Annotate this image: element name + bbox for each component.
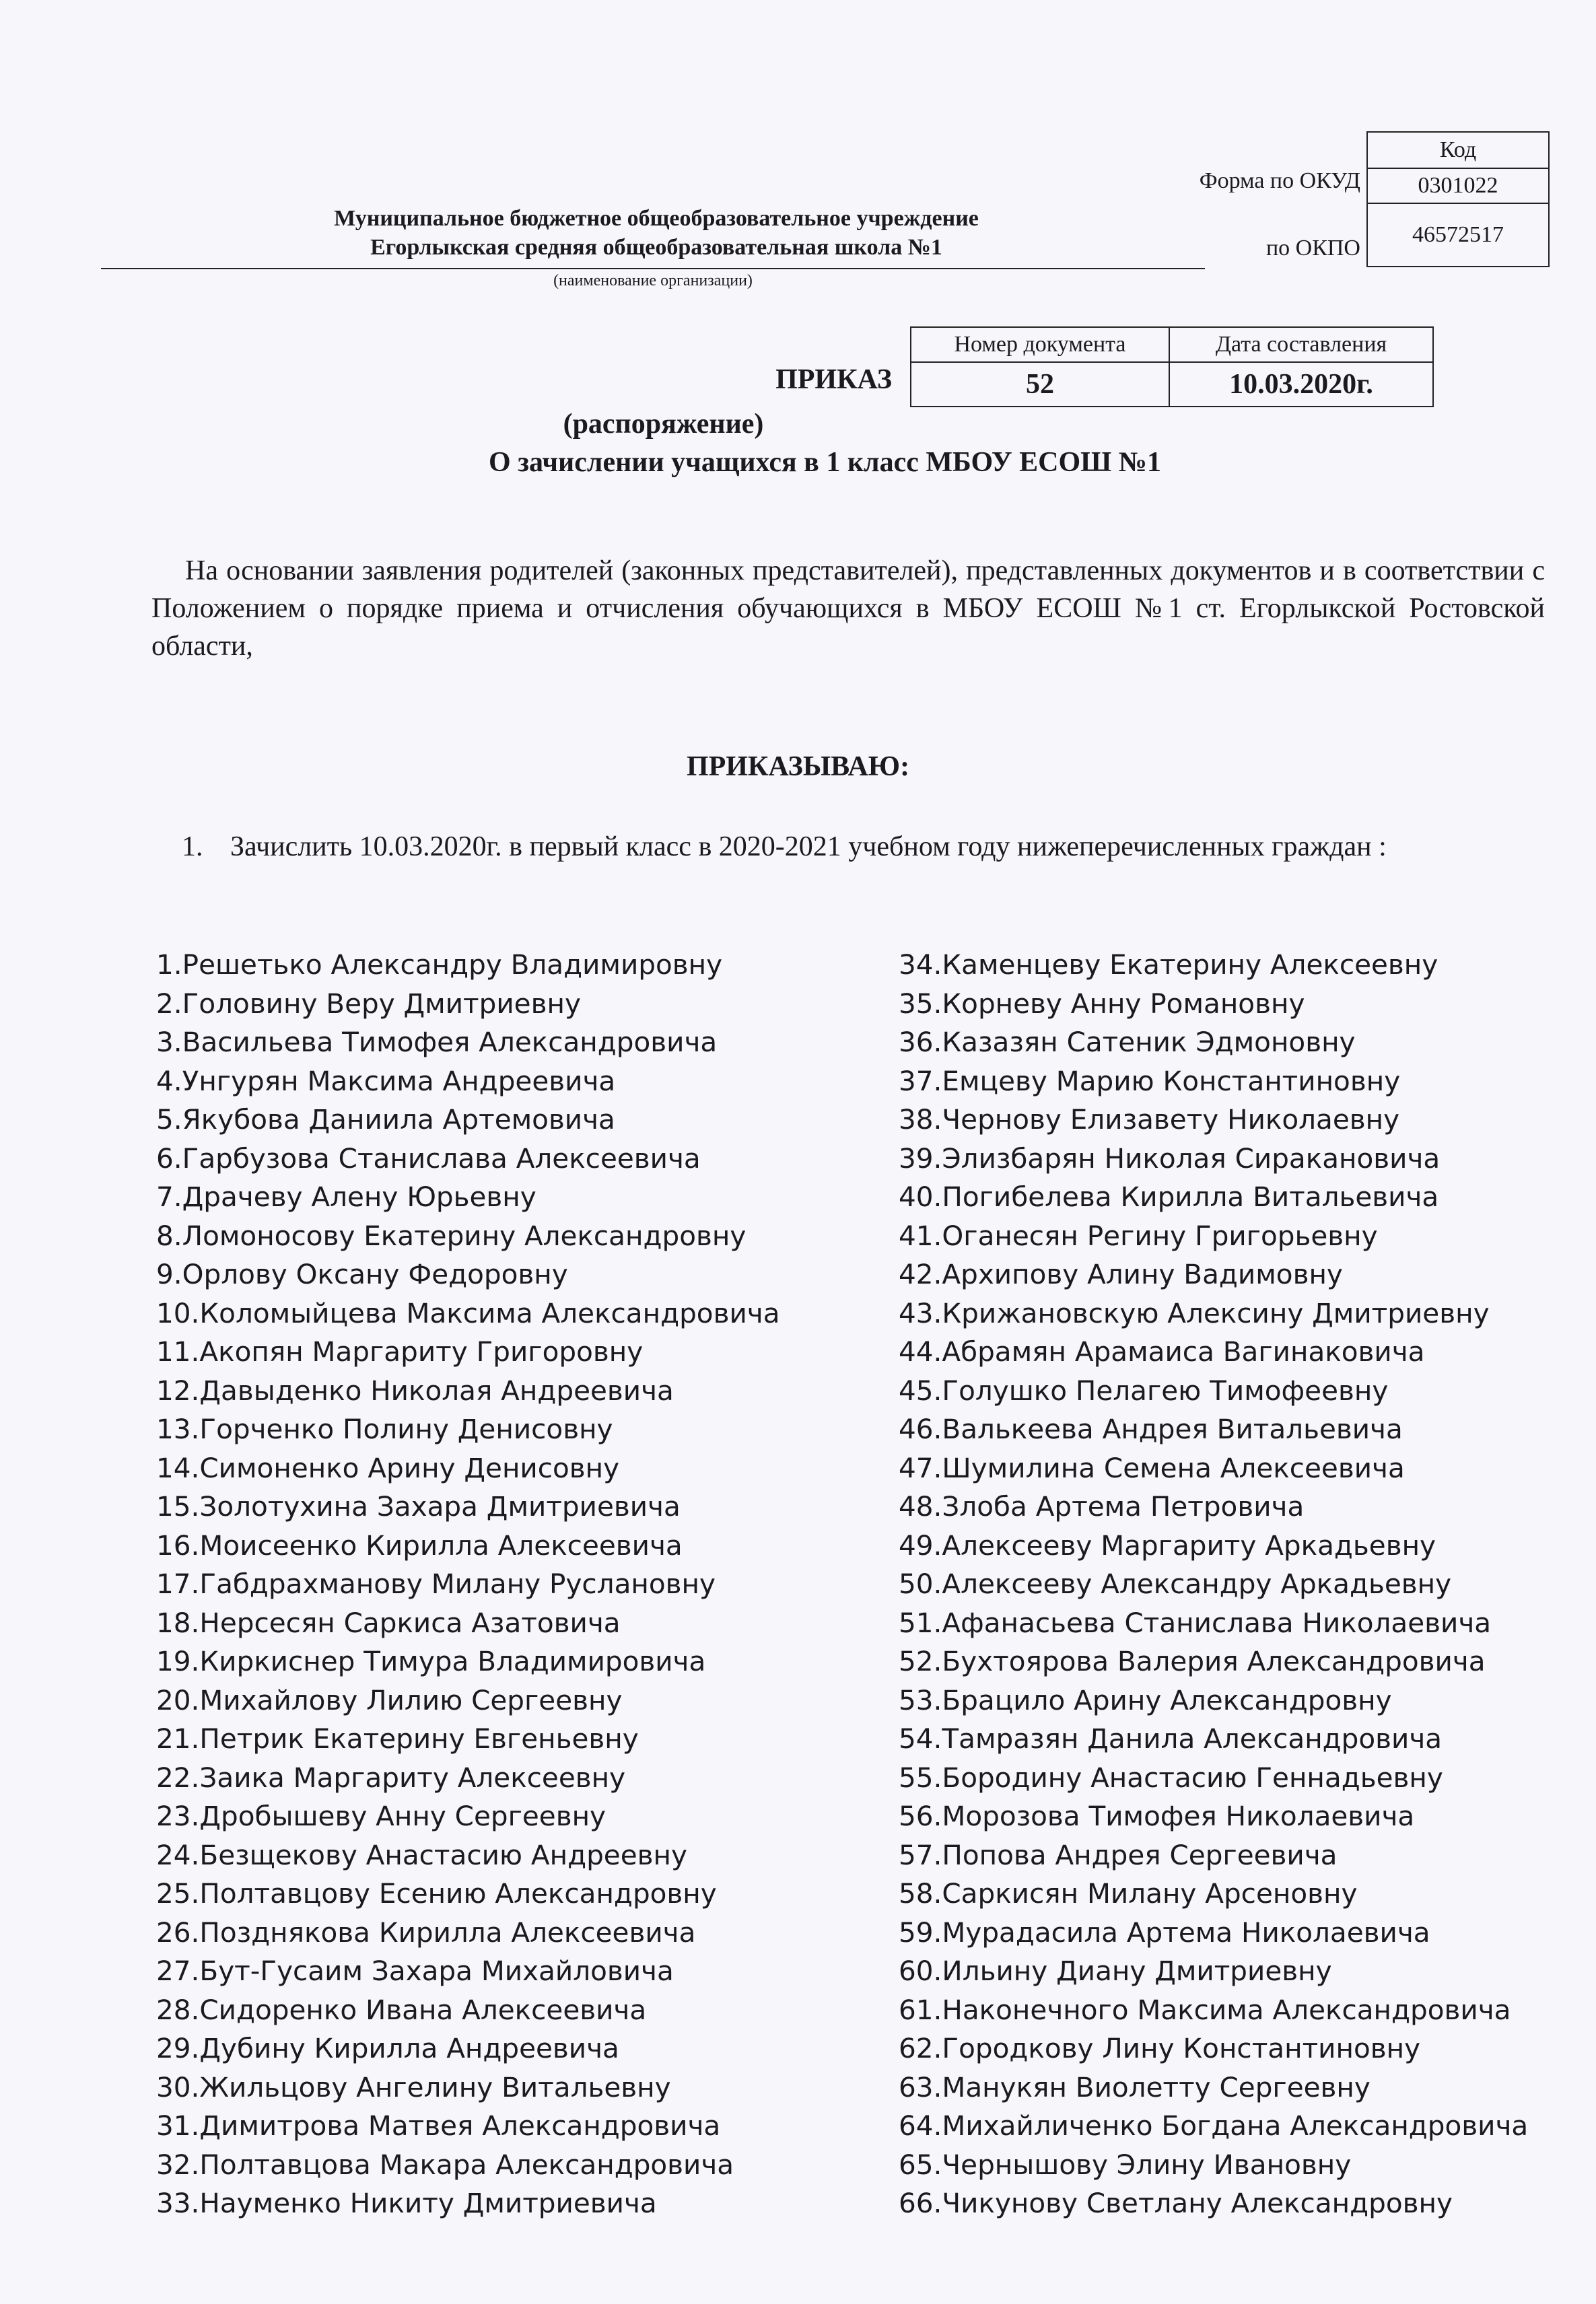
student-list-item: 31.Димитрова Матвея Александровича — [156, 2109, 721, 2142]
student-list-item: 20.Михайлову Лилию Сергеевну — [156, 1683, 623, 1716]
student-list-item: 6.Гарбузова Станислава Алексеевича — [156, 1142, 701, 1175]
date-header: Дата составления — [1169, 327, 1433, 362]
document-title: ПРИКАЗ — [775, 364, 892, 395]
okpo-code: 46572517 — [1367, 203, 1549, 267]
student-list-item: 35.Корневу Анну Романовну — [899, 987, 1305, 1020]
student-list-item: 32.Полтавцова Макара Александровича — [156, 2148, 734, 2181]
document-number-table — [910, 326, 1434, 407]
student-list-item: 42.Архипову Алину Вадимовну — [899, 1258, 1343, 1290]
student-list-item: 8.Ломоносову Екатерину Александровну — [156, 1219, 747, 1252]
organization-underline — [101, 268, 1205, 269]
order-item-number: 1. — [182, 831, 203, 862]
student-list-item: 34.Каменцеву Екатерину Алексеевну — [899, 948, 1438, 981]
student-list-item: 29.Дубину Кирилла Андреевича — [156, 2032, 619, 2064]
student-list-item: 65.Чернышову Элину Ивановну — [899, 2148, 1352, 2181]
student-list-item: 1.Решетько Александру Владимировну — [156, 948, 723, 981]
student-list-item: 59.Мурадасила Артема Николаевича — [899, 1916, 1430, 1949]
okpo-label: по ОКПО — [1265, 236, 1360, 260]
student-list-item: 63.Манукян Виолетту Сергеевну — [899, 2070, 1371, 2103]
student-list-item: 28.Сидоренко Ивана Алексеевича — [156, 1993, 647, 2026]
student-list-item: 55.Бородину Анастасию Геннадьевну — [899, 1761, 1443, 1794]
students-list-right — [899, 946, 1572, 2223]
student-list-item: 27.Бут-Гусаим Захара Михайловича — [156, 1955, 674, 1987]
student-list-item: 41.Оганесян Регину Григорьевну — [899, 1219, 1378, 1252]
organization-name-line1: Муниципальное бюджетное общеобразовательное учреждение — [334, 206, 979, 231]
organization-caption: (наименование организации) — [553, 272, 753, 289]
student-list-item: 39.Элизбарян Николая Сиракановича — [899, 1142, 1441, 1175]
student-list-item: 18.Нерсесян Саркиса Азатовича — [156, 1606, 621, 1639]
student-list-item: 5.Якубова Даниила Артемовича — [156, 1103, 615, 1136]
student-list-item: 3.Васильева Тимофея Александровича — [156, 1026, 718, 1058]
student-list-item: 23.Дробышеву Анну Сергеевну — [156, 1800, 606, 1832]
okud-label: Форма по ОКУД — [1199, 168, 1360, 193]
student-list-item: 45.Голушко Пелагею Тимофеевну — [899, 1374, 1389, 1407]
student-list-item: 24.Безщекову Анастасию Андреевну — [156, 1838, 687, 1871]
student-list-item: 57.Попова Андрея Сергеевича — [899, 1838, 1338, 1871]
student-list-item: 17.Габдрахманову Милану Руслановну — [156, 1568, 716, 1600]
student-list-item: 14.Симоненко Арину Денисовну — [156, 1451, 620, 1484]
student-list-item: 33.Науменко Никиту Дмитриевича — [156, 2187, 657, 2219]
student-list-item: 64.Михайличенко Богдана Александровича — [899, 2109, 1529, 2142]
student-list-item: 15.Золотухина Захара Дмитриевича — [156, 1490, 681, 1523]
codes-table — [1366, 131, 1550, 267]
students-list-left — [156, 946, 870, 2223]
student-list-item: 62.Городкову Лину Константиновну — [899, 2032, 1421, 2064]
student-list-item: 37.Емцеву Марию Константиновну — [899, 1064, 1401, 1097]
student-list-item: 51.Афанасьева Станислава Николаевича — [899, 1606, 1492, 1639]
student-list-item: 11.Акопян Маргариту Григоровну — [156, 1335, 644, 1368]
student-list-item: 26.Позднякова Кирилла Алексеевича — [156, 1916, 696, 1949]
student-list-item: 22.Заика Маргариту Алексеевну — [156, 1761, 626, 1794]
student-list-item: 40.Погибелева Кирилла Витальевича — [899, 1181, 1439, 1213]
document-subject: О зачислении учащихся в 1 класс МБОУ ЕСОШ №1 — [488, 447, 1162, 478]
document-date: 10.03.2020г. — [1169, 362, 1433, 407]
organization-name-line2: Егорлыкская средняя общеобразовательная школа №1 — [370, 235, 942, 260]
student-list-item: 61.Наконечного Максима Александровича — [899, 1993, 1511, 2026]
document-number: 52 — [911, 362, 1169, 407]
number-header: Номер документа — [911, 327, 1169, 362]
student-list-item: 30.Жильцову Ангелину Витальевну — [156, 2070, 671, 2103]
order-item-1 — [182, 828, 1494, 866]
student-list-item: 43.Крижановскую Алексину Дмитриевну — [899, 1296, 1490, 1329]
student-list-item: 2.Головину Веру Дмитриевну — [156, 987, 581, 1020]
student-list-item: 38.Чернову Елизавету Николаевну — [899, 1103, 1400, 1136]
student-list-item: 16.Моисеенко Кирилла Алексеевича — [156, 1529, 683, 1562]
student-list-item: 49.Алексееву Маргариту Аркадьевну — [899, 1529, 1436, 1562]
okud-code: 0301022 — [1367, 168, 1549, 203]
student-list-item: 10.Коломыйцева Максима Александровича — [156, 1296, 780, 1329]
student-list-item: 7.Драчеву Алену Юрьевну — [156, 1181, 536, 1213]
student-list-item: 46.Валькеева Андрея Витальевича — [899, 1413, 1403, 1445]
student-list-item: 54.Тамразян Данила Александровича — [899, 1722, 1443, 1755]
student-list-item: 50.Алексееву Александру Аркадьевну — [899, 1568, 1452, 1600]
student-list-item: 58.Саркисян Милану Арсеновну — [899, 1877, 1358, 1910]
student-list-item: 19.Киркиснер Тимура Владимировича — [156, 1645, 706, 1677]
document-title-sub: (распоряжение) — [563, 409, 764, 440]
student-list-item: 12.Давыденко Николая Андреевича — [156, 1374, 674, 1407]
student-list-item: 21.Петрик Екатерину Евгеньевну — [156, 1722, 639, 1755]
student-list-item: 25.Полтавцову Есению Александровну — [156, 1877, 717, 1910]
student-list-item: 47.Шумилина Семена Алексеевича — [899, 1451, 1405, 1484]
student-list-item: 53.Брацило Арину Александровну — [899, 1683, 1392, 1716]
order-item-text: Зачислить 10.03.2020г. в первый класс в 2020-2021 учебном году нижеперечисленных граждан : — [230, 831, 1387, 862]
code-header: Код — [1367, 132, 1549, 168]
student-list-item: 48.Злоба Артема Петровича — [899, 1490, 1305, 1523]
student-list-item: 52.Бухтоярова Валерия Александровича — [899, 1645, 1486, 1677]
basis-paragraph: На основании заявления родителей (законных представителей), представленных документов и в соответствии с Положением о порядке приема и отчисления обучающихся в МБОУ ЕСОШ №1 ст. Егорлыкской Ростовской области, — [151, 555, 1545, 662]
student-list-item: 60.Ильину Диану Дмитриевну — [899, 1955, 1332, 1987]
student-list-item: 44.Абрамян Арамаиса Вагинаковича — [899, 1335, 1425, 1368]
student-list-item: 13.Горченко Полину Денисовну — [156, 1413, 613, 1445]
student-list-item: 36.Казазян Сатеник Эдмоновну — [899, 1026, 1356, 1058]
student-list-item: 56.Морозова Тимофея Николаевича — [899, 1800, 1415, 1832]
student-list-item: 4.Унгурян Максима Андреевича — [156, 1064, 616, 1097]
order-heading: ПРИКАЗЫВАЮ: — [686, 751, 910, 782]
student-list-item: 66.Чикунову Светлану Александровну — [899, 2187, 1453, 2219]
student-list-item: 9.Орлову Оксану Федоровну — [156, 1258, 568, 1290]
